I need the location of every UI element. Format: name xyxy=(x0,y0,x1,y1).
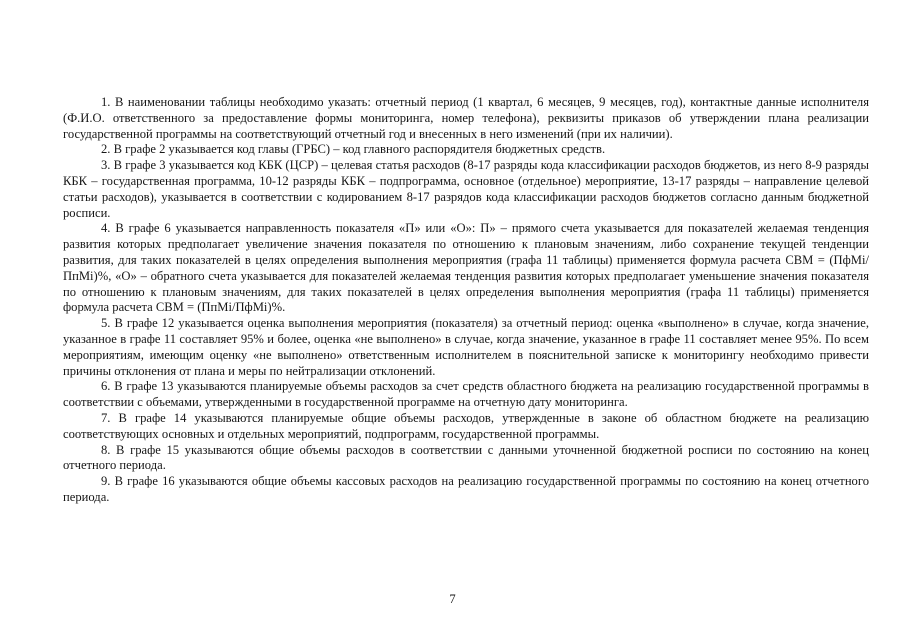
paragraph-4: 4. В графе 6 указывается направленность показателя «П» или «О»: П» – прямого счета указывается для показателей желаемая тенденция развития которых предполагает увеличение значения показателя по отношению к плановым значениям, либо сохранение текущей тенденции развития, для таких показателей в целях определения выполнения мероприятия (графа 11 таблицы) применяется формула расчета СВМ = (ПфМі/ПпМі)%, «О» – обратного счета указывается для показателей желаемая тенденция развития которых предполагает уменьшение значения показателя по отношению к плановым значениям, для таких показателей в целях определения выполнения мероприятия (графа 11 таблицы) применяется формула расчета СВМ = (ПпМі/ПфМі)%. xyxy=(63,221,869,315)
paragraph-2: 2. В графе 2 указывается код главы (ГРБС) – код главного распорядителя бюджетных средств. xyxy=(101,142,606,157)
paragraph-6: 6. В графе 13 указываются планируемые объемы расходов за счет средств областного бюджета на реализацию государственной программы в соответствии с объемами, утвержденными в государственной программе на отчетную дату мониторинга. xyxy=(63,379,869,410)
paragraph-8: 8. В графе 15 указываются общие объемы расходов в соответствии с данными уточненной бюджетной росписи по состоянию на конец отчетного периода. xyxy=(63,442,869,473)
page-number: 7 xyxy=(449,592,456,606)
paragraph-1: 1. В наименовании таблицы необходимо указать: отчетный период (1 квартал, 6 месяцев, 9 месяцев, год), контактные данные исполнителя (Ф.И.О. ответственного за предоставление формы мониторинга, номер телефона), реквизиты приказов об утверждении плана реализации государственной программы на соответствующий отчетный год и внесенных в него изменений (при их наличии). xyxy=(63,95,869,141)
paragraph-5: 5. В графе 12 указывается оценка выполнения мероприятия (показателя) за отчетный период: оценка «выполнено» в случае, когда значение, указанное в графе 11 составляет 95% и более, оценка «не выполнено» в случае, когда значение, указанное в графе 11 составляет менее 95%. По всем мероприятиям, имеющим оценку «не выполнено» ответственным исполнителем в пояснительной записке к мониторингу необходимо привести причины отклонения от плана и меры по нейтрализации отклонений. xyxy=(63,316,869,378)
document-body xyxy=(63,95,869,506)
paragraph-7: 7. В графе 14 указываются планируемые общие объемы расходов, утвержденные в законе об областном бюджете на реализацию соответствующих основных и отдельных мероприятий, подпрограмм, государственной программы. xyxy=(63,410,869,441)
paragraph-9: 9. В графе 16 указываются общие объемы кассовых расходов на реализацию государственной программы по состоянию на конец отчетного периода. xyxy=(63,474,869,504)
paragraph-3: 3. В графе 3 указывается код КБК (ЦСР) – целевая статья расходов (8-17 разряды кода классификации расходов бюджетов, из него 8-9 разряды КБК – государственная программа, 10-12 разряды КБК – подпрограмма, основное (отдельное) мероприятие, 13-17 разряды – направление целевой статьи расходов), указывается в соответствии с кодированием 8-17 разрядов кода классификации расходов бюджетов согласно данным бюджетной росписи. xyxy=(63,158,869,220)
